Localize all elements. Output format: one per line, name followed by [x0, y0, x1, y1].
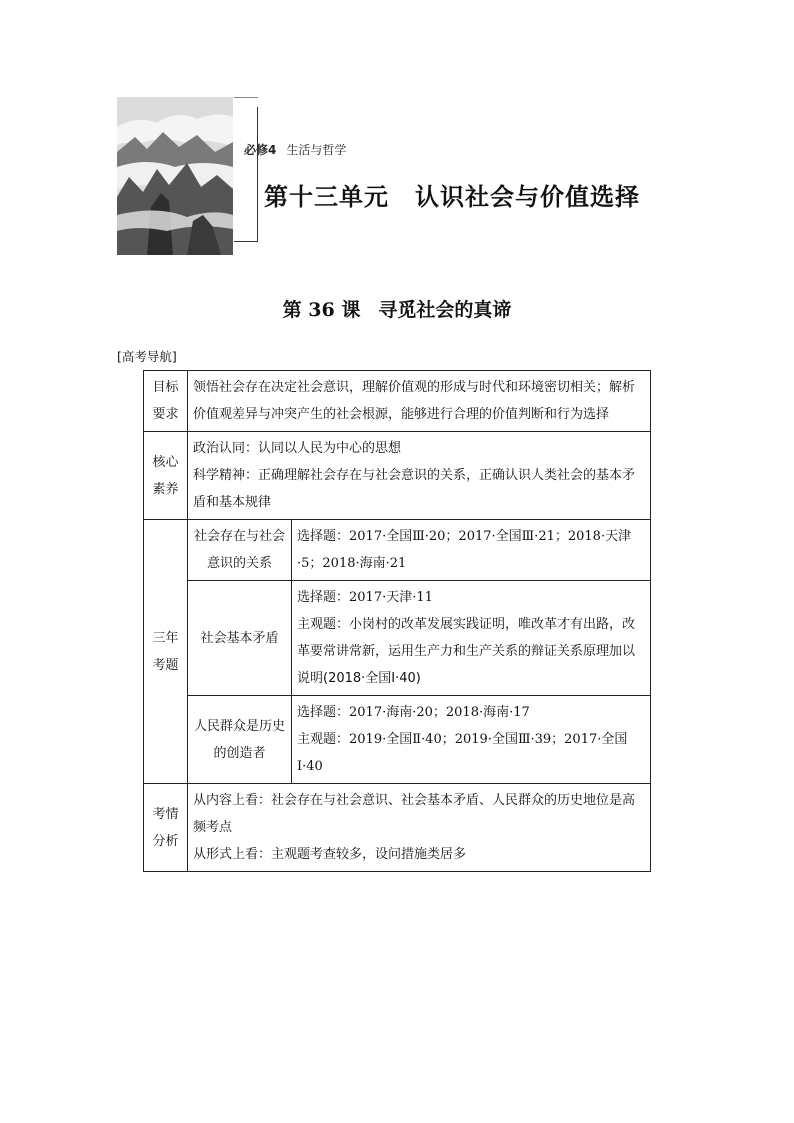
banner-top-rule: [234, 97, 258, 98]
unit-title: 认识社会与价值选择: [415, 183, 640, 211]
exam-line: 主观题：2019·全国Ⅱ·40；2019·全国Ⅲ·39；2017·全国Ⅰ·40: [297, 732, 628, 774]
lesson-heading: [0, 295, 794, 322]
row-label-analysis: 考情分析: [144, 784, 188, 872]
subject-name: 生活与哲学: [286, 143, 347, 157]
table-row-goals: [144, 371, 651, 432]
unit-number: 第十三单元: [264, 183, 389, 211]
exam-guide-table: [143, 370, 651, 872]
literacy-line-political: 政治认同：认同以人民为中心的思想: [193, 441, 402, 456]
exam-topic-1: 社会存在与社会意识的关系: [188, 520, 292, 581]
unit-banner: [117, 97, 657, 257]
analysis-cell: [188, 784, 651, 872]
mountain-landscape-image: [117, 97, 233, 255]
exam-guide-label: [高考导航]: [117, 349, 177, 364]
subject-label: [244, 141, 346, 158]
lesson-number: 第 36 课: [282, 299, 361, 321]
row-label-goals: 目标要求: [144, 371, 188, 432]
banner-divider: [257, 107, 258, 242]
analysis-line-content: 从内容上看：社会存在与社会意识、社会基本矛盾、人民群众的历史地位是高频考点: [193, 793, 636, 835]
table-row-exam-3: [144, 696, 651, 784]
exam-line: 选择题：2017·全国Ⅲ·20；2017·全国Ⅲ·21；2018·天津·5；2018·海南·21: [297, 529, 632, 571]
row-label-exams: 三年考题: [144, 520, 188, 784]
unit-heading: [264, 177, 640, 212]
exam-topic-3: 人民群众是历史的创造者: [188, 696, 292, 784]
table-row-exam-1: [144, 520, 651, 581]
table-row-exam-2: [144, 581, 651, 696]
table-row-literacy: [144, 432, 651, 520]
exam-line: 主观题：小岗村的改革发展实践证明，唯改革才有出路，改革要常讲常新，运用生产力和生产关系的辩证关系原理加以说明(2018·全国Ⅰ·40): [297, 617, 636, 686]
lesson-title: 寻觅社会的真谛: [378, 299, 512, 321]
row-label-literacy: 核心素养: [144, 432, 188, 520]
exam-detail-3: [292, 696, 651, 784]
analysis-line-form: 从形式上看：主观题考查较多，设问措施类居多: [193, 847, 467, 862]
literacy-line-science: 科学精神：正确理解社会存在与社会意识的关系，正确认识人类社会的基本矛盾和基本规律: [193, 468, 636, 510]
exam-line: 选择题：2017·海南·20；2018·海南·17: [297, 705, 530, 720]
exam-detail-1: [292, 520, 651, 581]
subject-volume: 必修4: [244, 143, 277, 157]
literacy-cell: [188, 432, 651, 520]
exam-topic-2: 社会基本矛盾: [188, 581, 292, 696]
table-row-analysis: [144, 784, 651, 872]
banner-bottom-rule: [234, 241, 258, 242]
exam-detail-2: [292, 581, 651, 696]
goals-text: 领悟社会存在决定社会意识，理解价值观的形成与时代和环境密切相关；解析价值观差异与冲突产生的社会根源，能够进行合理的价值判断和行为选择: [188, 371, 651, 432]
exam-line: 选择题：2017·天津·11: [297, 590, 433, 605]
